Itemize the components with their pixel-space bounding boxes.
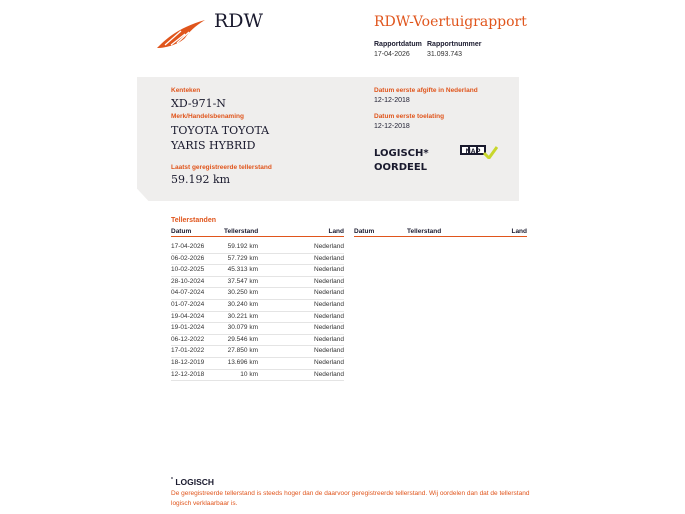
row-country: Nederland [314, 370, 344, 378]
first-nl-value: 12-12-2018 [374, 97, 410, 104]
row-date: 01-07-2024 [171, 301, 205, 308]
row-date: 12-12-2018 [171, 370, 205, 378]
row-odometer: 27.850 km [227, 347, 258, 355]
odometer-label: Laatst geregistreerde tellerstand [171, 164, 272, 171]
row-country: Nederland [314, 347, 344, 355]
row-odometer: 59.192 km [227, 243, 258, 250]
readings-table-right [354, 228, 527, 237]
row-country: Nederland [314, 254, 344, 262]
nap-check-icon [460, 145, 498, 159]
first-nl-label: Datum eerste afgifte in Nederland [374, 87, 478, 94]
report-number-label: Rapportnummer [427, 41, 482, 48]
verdict-line-2: OORDEEL [374, 162, 428, 173]
row-date: 17-01-2022 [171, 347, 205, 355]
plate-label: Kenteken [171, 87, 201, 94]
col-date-header: Datum [171, 228, 192, 235]
row-date: 10-02-2025 [171, 266, 205, 274]
row-date: 28-10-2024 [171, 277, 205, 285]
row-country: Nederland [314, 301, 344, 308]
readings-title: Tellerstanden [171, 217, 216, 224]
footer-star: * [171, 477, 173, 484]
footer-text: De geregistreerde tellerstand is steeds hoger dan de daarvoor geregistreerde tellerstand. Wij oordelen dan dat de tellerstand logisch verklaarbaar is. [171, 490, 530, 507]
row-country: Nederland [314, 359, 344, 366]
report-number: 31.093.743 [427, 51, 463, 58]
row-country: Nederland [314, 324, 344, 332]
table-row [171, 369, 344, 382]
readings-table-left [171, 228, 344, 378]
table-header [171, 228, 344, 237]
row-date: 19-01-2024 [171, 324, 205, 332]
footer-title [171, 477, 214, 487]
row-odometer: 13.696 km [227, 359, 258, 366]
row-date: 06-12-2022 [171, 335, 205, 343]
row-country: Nederland [314, 266, 344, 274]
row-country: Nederland [314, 277, 344, 285]
row-odometer: 10 km [240, 370, 258, 378]
row-odometer: 45.313 km [227, 266, 258, 274]
row-country: Nederland [314, 243, 344, 250]
col-date-header: Datum [354, 228, 375, 235]
report-date-label: Rapportdatum [374, 41, 422, 48]
plate-value: XD-971-N [171, 97, 226, 110]
make-line-2: YARIS HYBRID [171, 139, 256, 152]
rdw-logo-icon [155, 18, 207, 50]
first-admission-value: 12-12-2018 [374, 123, 410, 130]
col-country-header: Land [328, 228, 344, 235]
footer-title-text: LOGISCH [175, 477, 215, 487]
row-date: 17-04-2026 [171, 243, 205, 250]
row-date: 04-07-2024 [171, 289, 205, 297]
make-label: Merk/Handelsbenaming [171, 113, 244, 120]
row-odometer: 30.240 km [227, 301, 258, 308]
row-odometer: 37.547 km [227, 277, 258, 285]
report-date: 17-04-2026 [374, 51, 410, 58]
row-country: Nederland [314, 289, 344, 297]
first-admission-label: Datum eerste toelating [374, 113, 445, 120]
row-odometer: 57.729 km [227, 254, 258, 262]
report-title: RDW-Voertuigrapport [374, 14, 527, 30]
row-date: 06-02-2026 [171, 254, 205, 262]
row-odometer: 30.250 km [227, 289, 258, 297]
row-date: 18-12-2019 [171, 359, 205, 366]
make-line-1: TOYOTA TOYOTA [171, 124, 270, 137]
table-header [354, 228, 527, 237]
row-country: Nederland [314, 312, 344, 320]
row-odometer: 29.546 km [227, 335, 258, 343]
brand-name: RDW [214, 10, 264, 32]
verdict-line-1: LOGISCH* [374, 148, 429, 159]
row-odometer: 30.221 km [227, 312, 258, 320]
row-odometer: 30.079 km [227, 324, 258, 332]
row-date: 19-04-2024 [171, 312, 205, 320]
odometer-value: 59.192 km [171, 173, 231, 186]
nap-label: NAP [465, 148, 481, 156]
col-odometer-header: Tellerstand [224, 228, 259, 235]
col-country-header: Land [511, 228, 527, 235]
col-odometer-header: Tellerstand [407, 228, 442, 235]
row-country: Nederland [314, 335, 344, 343]
